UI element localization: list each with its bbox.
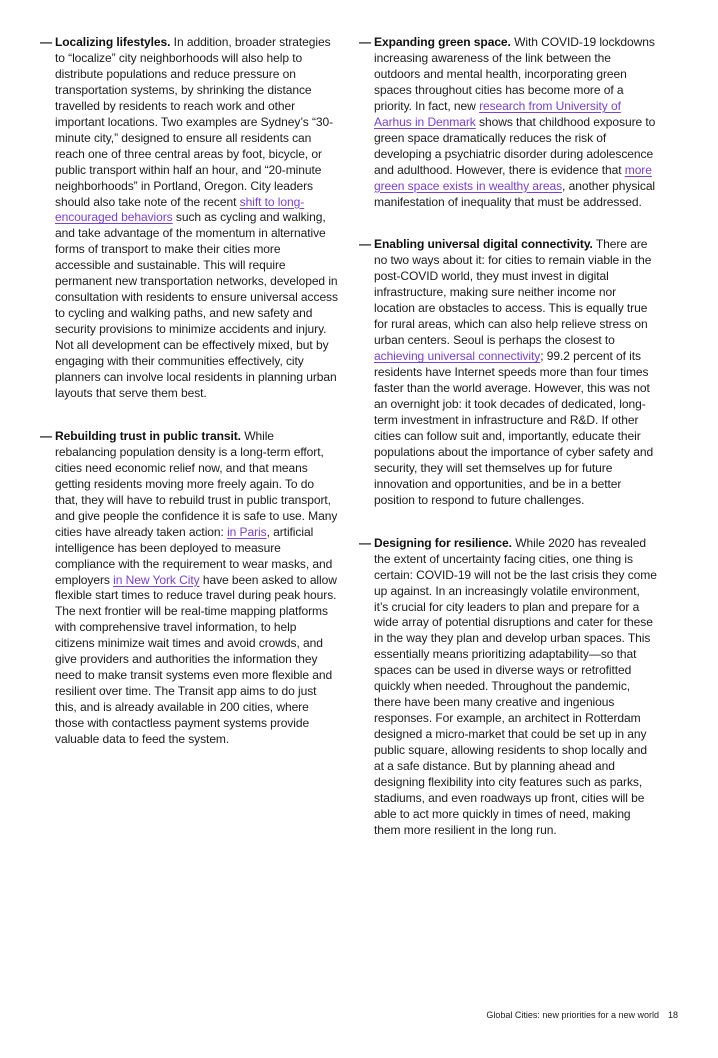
bullet-dash: — [40, 428, 52, 443]
page-footer [486, 1010, 678, 1020]
bullet-heading: Designing for resilience. [374, 535, 512, 550]
bullet-text: shows that childhood exposure to green space dramatically reduces the risk of developing a psychiatric disorder during adolescence and adulthood. However, there is evidence that [374, 114, 656, 177]
link-universal-connectivity[interactable]: achieving universal connectivity [374, 349, 541, 364]
link-aarhus-research[interactable]: research from University of Aarhus in Denmark [374, 98, 621, 129]
bullet-text: While rebalancing population density is a long-term effort, cities need economic relief now, and that means getting residents moving more freely again. To do that, they will have to rebuild trust in public transport, and give people the confidence it is safe to use. Many cities have already taken action: [55, 428, 338, 539]
bullet-text: There are no two ways about it: for cities to remain viable in the post-COVID world, they must invest in digital infrastructure, making sure neither income nor location are obstacles to access. This is equally true for rural areas, which can also help relieve stress on urban centers. Seoul is perhaps the closest to [374, 237, 652, 348]
bullet-text: , another physical manifestation of inequality that must be addressed. [374, 178, 656, 209]
link-new-york-city[interactable]: in New York City [113, 572, 200, 587]
bullet-dash: — [359, 535, 371, 550]
bullet-dash: — [40, 35, 52, 49]
bullet-text: ; 99.2 percent of its residents have Internet speeds more than four times faster than the world average. However, this was not an overnight job: it took decades of dedicated, long-term investment in infrastructure and R&D. If other cities can follow suit and, importantly, educate their populations about the importance of cyber safety and security, they will set themselves up for future innovation and opportunities, and be in a better position to respond to future challenges. [374, 349, 654, 507]
bullet-rebuilding-trust [40, 429, 338, 748]
bullet-text: With COVID-19 lockdowns increasing awareness of the link between the outdoors and mental health, incorporating green spaces throughout cities has become more of a priority. In fact, new [374, 35, 655, 113]
bullet-text: , artificial intelligence has been deployed to measure compliance with the requirement to wear masks, and employers [55, 524, 333, 587]
link-shift-behaviors[interactable]: shift to long-encouraged behaviors [55, 194, 305, 225]
bullet-dash: — [359, 237, 371, 252]
bullet-text: have been asked to allow flexible start times to reduce travel during peak hours. The next frontier will be real-time mapping platforms with comprehensive travel information, to help citizens minimize wait times and avoid crowds, and give providers and authorities the information they need to make transit systems even more flexible and resilient over time. The Transit app aims to do just this, and is already available in 200 cities, where those with contactless payment systems provide valuable data to feed the system. [55, 572, 337, 747]
bullet-heading: Expanding green space. [374, 35, 511, 49]
bullet-expanding-green-space [359, 35, 657, 210]
bullet-dash: — [359, 35, 371, 49]
bullet-text: While 2020 has revealed the extent of uncertainty facing cities, one thing is certain: COVID-19 will not be the last crisis they come up against. In an increasingly volatile environment, it’s crucial for city leaders to plan and prepare for a wide array of potential disruptions and cater for these in the way they plan and develop urban spaces. This essentially means prioritizing adaptability—so that spaces can be used in diverse ways or retrofitted quickly when needed. Throughout the pandemic, there have been many creative and ingenious responses. For example, an architect in Rotterdam designed a micro-market that could be set up in any public square, allowing residents to shop locally and at a safe distance. But by planning ahead and designing flexibility into city features such as parks, stadiums, and even roadways up front, cities will be able to act more quickly in times of need, making them more resilient in the long run. [374, 535, 657, 837]
footer-title: Global Cities: new priorities for a new world [486, 1010, 659, 1020]
link-green-space-wealthy[interactable]: more green space exists in wealthy areas [374, 162, 652, 193]
left-column [40, 35, 338, 775]
bullet-designing-resilience [359, 536, 657, 839]
link-in-paris[interactable]: in Paris [227, 524, 267, 539]
bullet-heading: Enabling universal digital connectivity. [374, 237, 593, 252]
bullet-text: In addition, broader strategies to “localize” city neighborhoods will also help to distribute populations and reduce pressure on transportation systems, by shrinking the distance travelled by residents to reach work and other important locations. Two examples are Sydney’s “30-minute city,” designed to ensure all residents can reach one of three central areas by foot, bicycle, or public transport within half an hour, and “20-minute neighborhoods” in Portland, Oregon. City leaders should also take note of the recent [55, 35, 334, 209]
right-column [359, 35, 657, 866]
bullet-digital-connectivity [359, 237, 657, 508]
bullet-heading: Localizing lifestyles. [55, 35, 171, 49]
bullet-text: such as cycling and walking, and take advantage of the momentum in alternative forms of transport to make their cities more accessible and sustainable. This will require permanent new transportation networks, developed in consultation with residents to ensure universal access to cycling and walking paths, and new safety and security provisions to minimize accidents and injury. Not all development can be effectively mixed, but by engaging with their communities effectively, city planners can involve local residents in planning urban layouts that serve them best. [55, 210, 338, 400]
bullet-heading: Rebuilding trust in public transit. [55, 428, 241, 443]
page-number: 18 [667, 1010, 678, 1020]
bullet-localizing-lifestyles [40, 35, 338, 402]
